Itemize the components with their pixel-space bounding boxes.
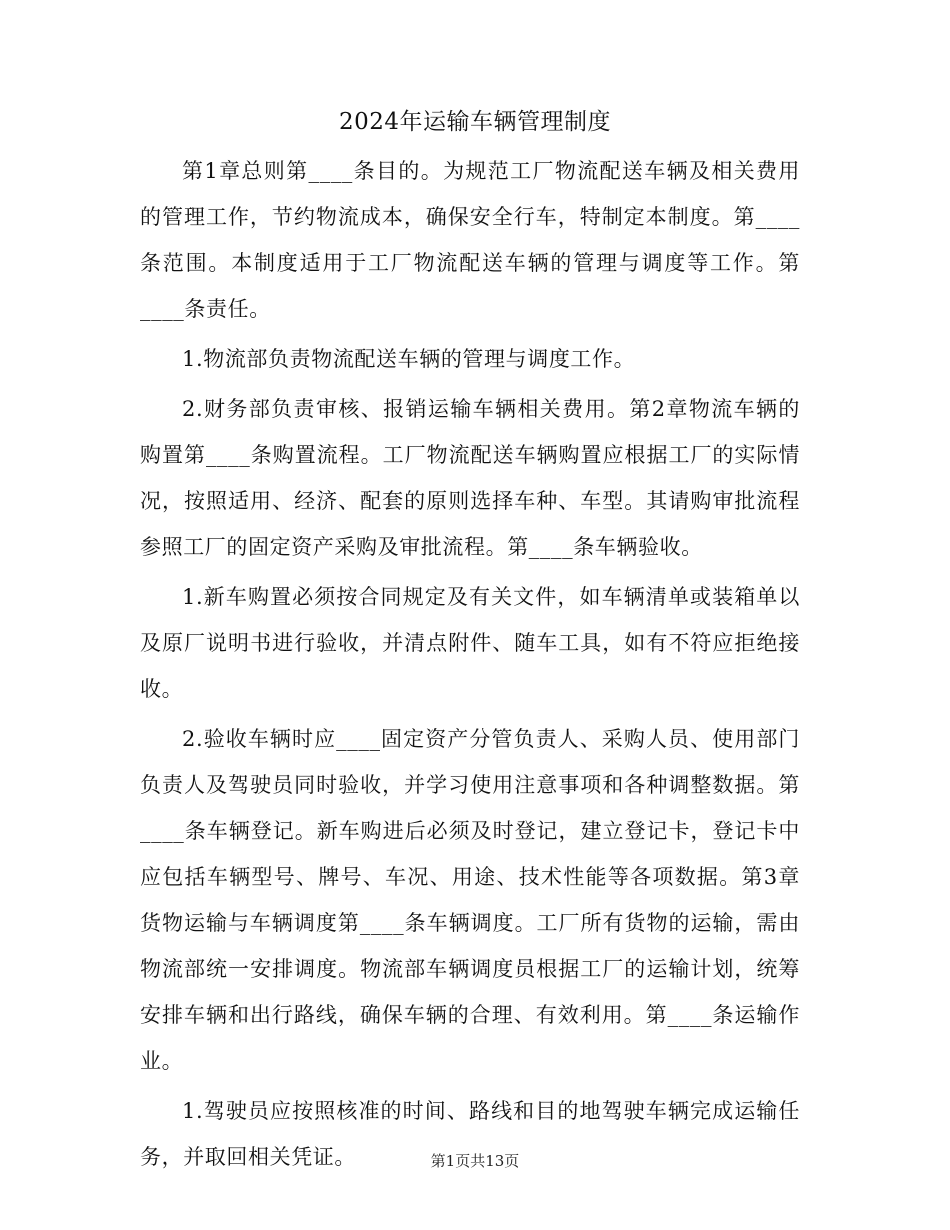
paragraph-acceptance-and-dispatch: 2.验收车辆时应____固定资产分管负责人、采购人员、使用部门负责人及驾驶员同时验收，并学习使用注意事项和各种调整数据。第____条车辆登记。新车购进后必须及时登记，建立登记卡，登记卡中应包括车辆型号、牌号、车况、用途、技术性能等各项数据。第3章货物运输与车辆调度第____条车辆调度。工厂所有货物的运输，需由物流部统一安排调度。物流部车辆调度员根据工厂的运输计划，统筹安排车辆和出行路线，确保车辆的合理、有效利用。第____条运输作业。: [140, 727, 800, 1073]
paragraph-general-provisions: 第1章总则第____条目的。为规范工厂物流配送车辆及相关费用的管理工作，节约物流成本，确保安全行车，特制定本制度。第____条范围。本制度适用于工厂物流配送车辆的管理与调度等工作。第____条责任。: [140, 159, 800, 321]
paragraph-finance-and-purchase: 2.财务部负责审核、报销运输车辆相关费用。第2章物流车辆的购置第____条购置流程。工厂物流配送车辆购置应根据工厂的实际情况，按照适用、经济、配套的原则选择车种、车型。其请购审批流程参照工厂的固定资产采购及审批流程。第____条车辆验收。: [140, 397, 800, 559]
paragraph-driver-duties: 1.驾驶员应按照核准的时间、路线和目的地驾驶车辆完成运输任务，并取回相关凭证。: [140, 1099, 800, 1169]
paragraph-new-vehicle-acceptance: 1.新车购置必须按合同规定及有关文件，如车辆清单或装箱单以及原厂说明书进行验收，并清点附件、随车工具，如有不符应拒绝接收。: [140, 585, 800, 701]
document-body: [140, 148, 800, 1184]
paragraph-logistics-responsibility: 1.物流部负责物流配送车辆的管理与调度工作。: [182, 347, 636, 371]
page-number: 第1页共13页: [430, 1152, 520, 1170]
document-title: 2024年运输车辆管理制度: [338, 109, 612, 135]
